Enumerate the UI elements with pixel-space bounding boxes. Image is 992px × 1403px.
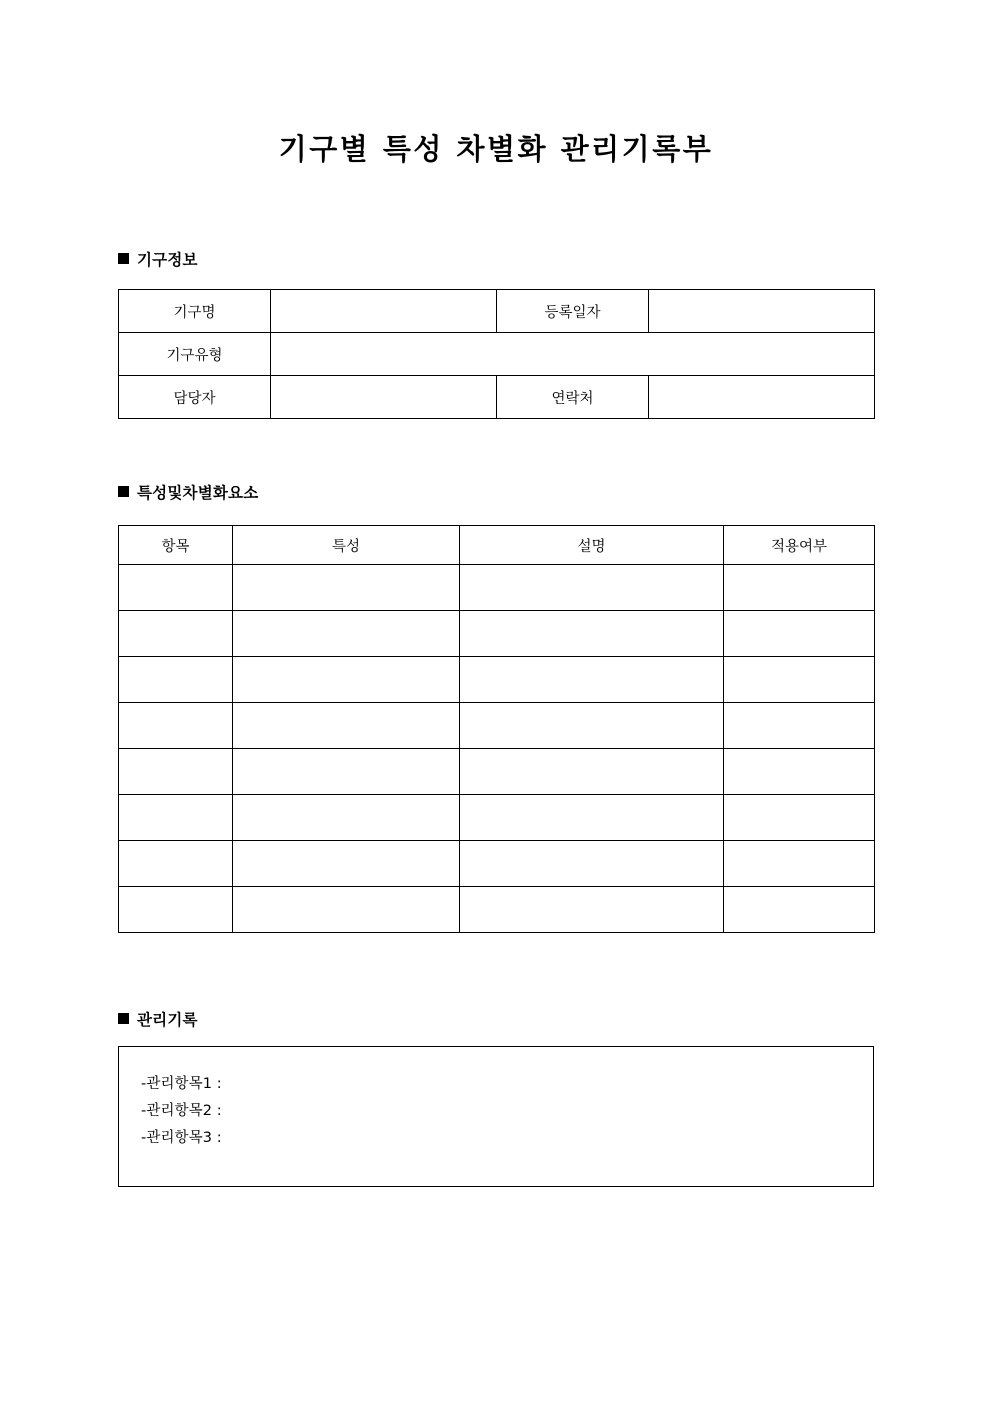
table-row xyxy=(119,657,875,703)
cell-item[interactable] xyxy=(119,887,233,933)
cell-description[interactable] xyxy=(460,703,724,749)
cell-applied[interactable] xyxy=(724,611,875,657)
cell-item[interactable] xyxy=(119,749,233,795)
section-heading-label: 기구정보 xyxy=(137,251,198,269)
cell-characteristic[interactable] xyxy=(233,749,460,795)
cell-description[interactable] xyxy=(460,749,724,795)
column-header-description: 설명 xyxy=(460,526,724,565)
cell-applied[interactable] xyxy=(724,703,875,749)
equipment-info-table xyxy=(118,289,875,419)
page-title: 기구별 특성 차별화 관리기록부 xyxy=(278,132,714,166)
value-registration-date[interactable] xyxy=(649,290,875,333)
square-bullet-icon xyxy=(118,1013,129,1024)
table-row xyxy=(119,333,875,376)
label-registration-date: 등록일자 xyxy=(497,290,649,333)
section-heading-features xyxy=(118,483,258,503)
cell-characteristic[interactable] xyxy=(233,887,460,933)
label-manager: 담당자 xyxy=(119,376,271,419)
table-row xyxy=(119,887,875,933)
table-row xyxy=(119,376,875,419)
cell-characteristic[interactable] xyxy=(233,565,460,611)
features-table xyxy=(118,525,875,933)
cell-item[interactable] xyxy=(119,611,233,657)
table-row xyxy=(119,565,875,611)
value-manager[interactable] xyxy=(271,376,497,419)
table-row xyxy=(119,703,875,749)
table-row xyxy=(119,841,875,887)
section-heading-label: 특성및차별화요소 xyxy=(137,484,259,502)
cell-characteristic[interactable] xyxy=(233,611,460,657)
cell-characteristic[interactable] xyxy=(233,841,460,887)
cell-characteristic[interactable] xyxy=(233,657,460,703)
value-contact[interactable] xyxy=(649,376,875,419)
table-row xyxy=(119,749,875,795)
cell-description[interactable] xyxy=(460,795,724,841)
cell-characteristic[interactable] xyxy=(233,703,460,749)
column-header-item: 항목 xyxy=(119,526,233,565)
features-table-body xyxy=(119,565,875,933)
square-bullet-icon xyxy=(118,486,129,497)
cell-applied[interactable] xyxy=(724,749,875,795)
log-line-2: -관리항목2 : xyxy=(141,1103,222,1119)
column-header-characteristic: 특성 xyxy=(233,526,460,565)
cell-description[interactable] xyxy=(460,611,724,657)
log-line-3: -관리항목3 : xyxy=(141,1130,222,1146)
value-equipment-name[interactable] xyxy=(271,290,497,333)
cell-applied[interactable] xyxy=(724,841,875,887)
table-header-row xyxy=(119,526,875,565)
square-bullet-icon xyxy=(118,253,129,264)
cell-applied[interactable] xyxy=(724,565,875,611)
management-log-box[interactable] xyxy=(118,1046,874,1187)
table-row xyxy=(119,795,875,841)
section-heading-label: 관리기록 xyxy=(137,1011,198,1029)
cell-item[interactable] xyxy=(119,565,233,611)
section-heading-equipment-info xyxy=(118,250,198,270)
label-equipment-name: 기구명 xyxy=(119,290,271,333)
section-heading-management-log xyxy=(118,1010,198,1030)
label-contact: 연락처 xyxy=(497,376,649,419)
cell-description[interactable] xyxy=(460,565,724,611)
table-row xyxy=(119,611,875,657)
cell-item[interactable] xyxy=(119,703,233,749)
cell-applied[interactable] xyxy=(724,887,875,933)
column-header-applied: 적용여부 xyxy=(724,526,875,565)
cell-description[interactable] xyxy=(460,841,724,887)
cell-characteristic[interactable] xyxy=(233,795,460,841)
cell-item[interactable] xyxy=(119,657,233,703)
cell-description[interactable] xyxy=(460,887,724,933)
cell-applied[interactable] xyxy=(724,657,875,703)
value-equipment-type[interactable] xyxy=(271,333,875,376)
cell-item[interactable] xyxy=(119,795,233,841)
cell-applied[interactable] xyxy=(724,795,875,841)
label-equipment-type: 기구유형 xyxy=(119,333,271,376)
table-row xyxy=(119,290,875,333)
log-line-1: -관리항목1 : xyxy=(141,1076,222,1092)
cell-item[interactable] xyxy=(119,841,233,887)
cell-description[interactable] xyxy=(460,657,724,703)
